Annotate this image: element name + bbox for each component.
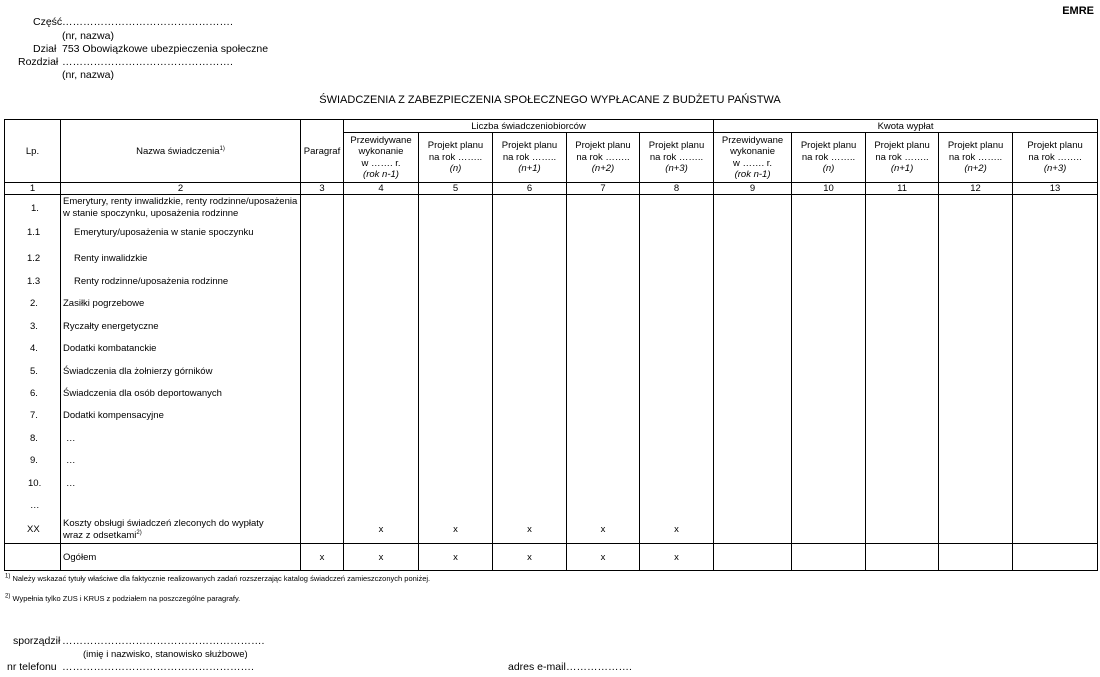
row-name: … (66, 433, 76, 444)
paragraf-header: Paragraf (301, 120, 344, 183)
projekt-header: Projekt planu na rok …….. (n+3) (1013, 133, 1098, 183)
lp-cell: 3. (30, 321, 38, 332)
lp-cell: 7. (30, 410, 38, 421)
row-name: Koszty obsługi świadczeń zleconych do wypłaty (63, 518, 264, 529)
x-mark: x (419, 544, 493, 571)
lp-cell: 9. (30, 455, 38, 466)
rozdzial-label: Rozdział (18, 56, 59, 68)
col-number: 9 (714, 183, 792, 195)
benefits-table (4, 119, 1098, 571)
data-column (567, 195, 640, 544)
col-number: 6 (493, 183, 567, 195)
nazwa-column (61, 195, 301, 544)
row-name: Zasiłki pogrzebowe (63, 298, 145, 309)
footnote-1: $^{1)}$ Należy wskazać tytuły właściwe dla faktycznie realizowanych zadań rozszerzając katalog świadczeń zamieszczonych poniżej. (5, 573, 431, 583)
data-column (792, 195, 866, 544)
nazwa-header: Nazwa świadczenia$^{1)}$ (61, 120, 301, 183)
group-header-row (5, 120, 1098, 133)
col-number: 13 (1013, 183, 1098, 195)
projekt-header: Projekt planu na rok …….. (n+1) (866, 133, 939, 183)
footnote-2: $^{2)}$ Wypełnia tylko ZUS i KRUS z podziałem na poszczególne paragrafy. (5, 593, 241, 603)
data-column (344, 195, 419, 544)
projekt-header: Projekt planu na rok …….. (n+3) (640, 133, 714, 183)
col-number: 7 (567, 183, 640, 195)
x-mark: x (344, 544, 419, 571)
czesc-label: Część (33, 16, 63, 28)
col-number: 10 (792, 183, 866, 195)
body-row (5, 195, 1098, 544)
kwota-group-header: Kwota wypłat (714, 120, 1098, 133)
lp-cell: 1. (31, 203, 39, 214)
dzial-value: 753 Obowiązkowe ubezpieczenia społeczne (62, 43, 269, 55)
row-name: Emerytury/uposażenia w stanie spoczynku (74, 227, 254, 238)
email-label: adres e-mail (508, 661, 566, 673)
x-mark: x (600, 524, 606, 535)
col-number: 5 (419, 183, 493, 195)
col-number: 11 (866, 183, 939, 195)
total-label: Ogółem (61, 544, 301, 571)
x-mark: x (527, 524, 532, 535)
total-cell (1013, 544, 1098, 571)
lp-cell: XX (27, 524, 40, 535)
projekt-header: Projekt planu na rok …….. (n+2) (567, 133, 640, 183)
lp-column (5, 195, 61, 544)
total-cell (939, 544, 1013, 571)
dzial-label: Dział (33, 43, 57, 55)
page-title: ŚWIADCZENIA Z ZABEZPIECZENIA SPOŁECZNEGO WYPŁACANE Z BUDŻETU PAŃSTWA (319, 94, 781, 106)
col-number: 8 (640, 183, 714, 195)
x-mark: x (378, 524, 384, 535)
rozdzial-value: …………………………………………. (62, 56, 233, 68)
przewidywane-header: Przewidywane wykonanie w ……. r. (rok n-1) (714, 133, 792, 183)
czesc-hint: (nr, nazwa) (62, 30, 114, 42)
data-column (714, 195, 792, 544)
projekt-header: Projekt planu na rok …….. (n) (419, 133, 493, 183)
x-mark: x (453, 524, 458, 535)
total-row (5, 544, 1098, 571)
x-mark: x (301, 544, 344, 571)
total-cell (714, 544, 792, 571)
telefon-label: nr telefonu (7, 661, 57, 673)
total-cell (866, 544, 939, 571)
przewidywane-header: Przewidywane wykonanie w ……. r. (rok n-1) (344, 133, 419, 183)
paragraf-column (301, 195, 344, 544)
col-number: 12 (939, 183, 1013, 195)
rozdzial-hint: (nr, nazwa) (62, 69, 114, 81)
row-name: … (66, 478, 76, 489)
data-column (866, 195, 939, 544)
row-name-cont: wraz z odsetkami$^{2)}$ (63, 529, 142, 541)
lp-cell: 4. (30, 343, 38, 354)
lp-cell: 1.3 (27, 276, 41, 287)
row-name: Renty inwalidzkie (74, 253, 148, 264)
row-name: … (66, 455, 76, 466)
col-number: 4 (344, 183, 419, 195)
projekt-header: Projekt planu na rok …….. (n) (792, 133, 866, 183)
lp-cell: 6. (30, 388, 38, 399)
total-cell (792, 544, 866, 571)
x-mark: x (674, 524, 679, 535)
sporzadzil-hint: (imię i nazwisko, stanowisko służbowe) (83, 649, 248, 660)
form-code: EMRE (1062, 5, 1094, 17)
x-mark: x (493, 544, 567, 571)
data-column (939, 195, 1013, 544)
lp-cell: 2. (30, 298, 38, 309)
email-field[interactable]: ………………. (566, 661, 632, 673)
row-name: Świadczenia dla żołnierzy górników (63, 366, 213, 377)
sporzadzil-label: sporządził (13, 635, 61, 647)
row-name: Świadczenia dla osób deportowanych (63, 388, 222, 399)
lp-cell: 1.1 (27, 227, 41, 238)
x-mark: x (567, 544, 640, 571)
liczba-group-header: Liczba świadczeniobiorców (344, 120, 714, 133)
row-name: Dodatki kombatanckie (63, 343, 157, 354)
row-name: Ryczałty energetyczne (63, 321, 159, 332)
col-number: 3 (301, 183, 344, 195)
czesc-value: …………………………………………. (62, 16, 233, 28)
projekt-header: Projekt planu na rok …….. (n+1) (493, 133, 567, 183)
lp-cell: 10. (28, 478, 42, 489)
x-mark: x (640, 544, 714, 571)
lp-cell: … (30, 500, 40, 511)
sporzadzil-field[interactable]: …………………………………………………. (62, 635, 265, 647)
lp-cell: 8. (30, 433, 38, 444)
row-name: Renty rodzinne/uposażenia rodzinne (74, 276, 229, 287)
data-column (1013, 195, 1098, 544)
projekt-header: Projekt planu na rok …….. (n+2) (939, 133, 1013, 183)
column-number-row (5, 183, 1098, 195)
lp-header: Lp. (5, 120, 61, 183)
row-name-cont: w stanie spoczynku, uposażenia rodzinne (63, 208, 239, 219)
lp-cell: 1.2 (27, 253, 41, 264)
lp-cell: 5. (30, 366, 38, 377)
row-name: Emerytury, renty inwalidzkie, renty rodzinne/uposażenia (63, 196, 298, 207)
data-column (640, 195, 714, 544)
data-column (419, 195, 493, 544)
col-number: 2 (61, 183, 301, 195)
row-name: Dodatki kompensacyjne (63, 410, 164, 421)
telefon-field[interactable]: ………………………………………………. (62, 661, 254, 673)
total-lp (5, 544, 61, 571)
data-column (493, 195, 567, 544)
col-number: 1 (5, 183, 61, 195)
